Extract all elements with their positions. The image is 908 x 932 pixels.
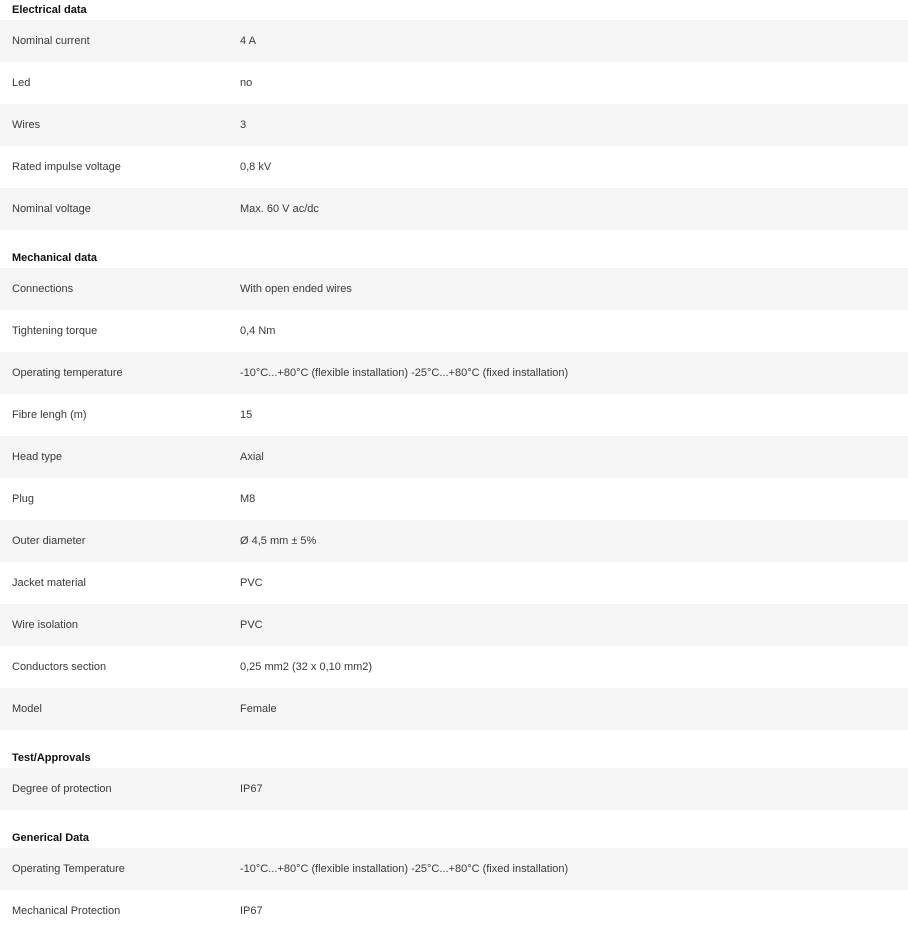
spec-label: Operating temperature bbox=[12, 367, 123, 379]
spec-value: IP67 bbox=[240, 905, 263, 917]
spec-label: Led bbox=[12, 77, 31, 89]
spec-section bbox=[0, 730, 908, 810]
spec-row bbox=[0, 520, 908, 562]
spec-row bbox=[0, 688, 908, 730]
section-title: Electrical data bbox=[12, 4, 87, 16]
spec-section bbox=[0, 810, 908, 932]
spec-value: IP67 bbox=[240, 783, 263, 795]
section-title: Generical Data bbox=[12, 832, 90, 844]
spec-row bbox=[0, 848, 908, 890]
spec-row bbox=[0, 604, 908, 646]
spec-row bbox=[0, 62, 908, 104]
spec-value: With open ended wires bbox=[240, 283, 352, 295]
spec-row bbox=[0, 104, 908, 146]
spec-label: Wires bbox=[12, 119, 41, 131]
spec-row bbox=[0, 478, 908, 520]
spec-row bbox=[0, 768, 908, 810]
spec-rows bbox=[0, 268, 908, 730]
spec-value: Axial bbox=[240, 451, 264, 463]
spec-value: M8 bbox=[240, 493, 256, 505]
spec-section bbox=[0, 230, 908, 730]
spec-rows bbox=[0, 20, 908, 230]
spec-value: 15 bbox=[240, 409, 253, 421]
spec-row bbox=[0, 310, 908, 352]
spec-label: Degree of protection bbox=[12, 783, 112, 795]
spec-label: Head type bbox=[12, 451, 63, 463]
spec-value: PVC bbox=[240, 619, 263, 631]
section-title: Test/Approvals bbox=[12, 752, 91, 764]
spec-value: 3 bbox=[240, 119, 247, 131]
spec-value: 0,8 kV bbox=[240, 161, 272, 173]
spec-value: no bbox=[240, 77, 253, 89]
spec-label: Nominal current bbox=[12, 35, 90, 47]
spec-row bbox=[0, 394, 908, 436]
spec-label: Rated impulse voltage bbox=[12, 161, 121, 173]
spec-section bbox=[0, 0, 908, 230]
spec-value: 0,25 mm2 (32 x 0,10 mm2) bbox=[240, 661, 373, 673]
spec-label: Operating Temperature bbox=[12, 863, 125, 875]
spec-value: 0,4 Nm bbox=[240, 325, 276, 337]
spec-row bbox=[0, 562, 908, 604]
spec-row bbox=[0, 890, 908, 932]
spec-row bbox=[0, 352, 908, 394]
spec-label: Jacket material bbox=[12, 577, 86, 589]
spec-value: PVC bbox=[240, 577, 263, 589]
spec-value: Female bbox=[240, 703, 277, 715]
spec-row bbox=[0, 146, 908, 188]
spec-row bbox=[0, 188, 908, 230]
spec-row bbox=[0, 646, 908, 688]
spec-label: Mechanical Protection bbox=[12, 905, 121, 917]
spec-label: Tightening torque bbox=[12, 325, 98, 337]
spec-label: Wire isolation bbox=[12, 619, 79, 631]
spec-row bbox=[0, 268, 908, 310]
spec-label: Connections bbox=[12, 283, 74, 295]
spec-label: Nominal voltage bbox=[12, 203, 91, 215]
spec-row bbox=[0, 20, 908, 62]
spec-value: Ø 4,5 mm ± 5% bbox=[240, 535, 317, 547]
spec-value: -10°C...+80°C (flexible installation) -25°C...+80°C (fixed installation) bbox=[240, 367, 569, 379]
spec-label: Conductors section bbox=[12, 661, 107, 673]
spec-label: Plug bbox=[12, 493, 35, 505]
spec-rows bbox=[0, 848, 908, 932]
spec-row bbox=[0, 436, 908, 478]
spec-value: Max. 60 V ac/dc bbox=[240, 203, 319, 215]
spec-rows bbox=[0, 768, 908, 810]
spec-value: -10°C...+80°C (flexible installation) -25°C...+80°C (fixed installation) bbox=[240, 863, 569, 875]
spec-label: Model bbox=[12, 703, 42, 715]
section-title: Mechanical data bbox=[12, 252, 97, 264]
spec-value: 4 A bbox=[240, 35, 256, 47]
spec-label: Outer diameter bbox=[12, 535, 86, 547]
spec-label: Fibre lengh (m) bbox=[12, 409, 87, 421]
